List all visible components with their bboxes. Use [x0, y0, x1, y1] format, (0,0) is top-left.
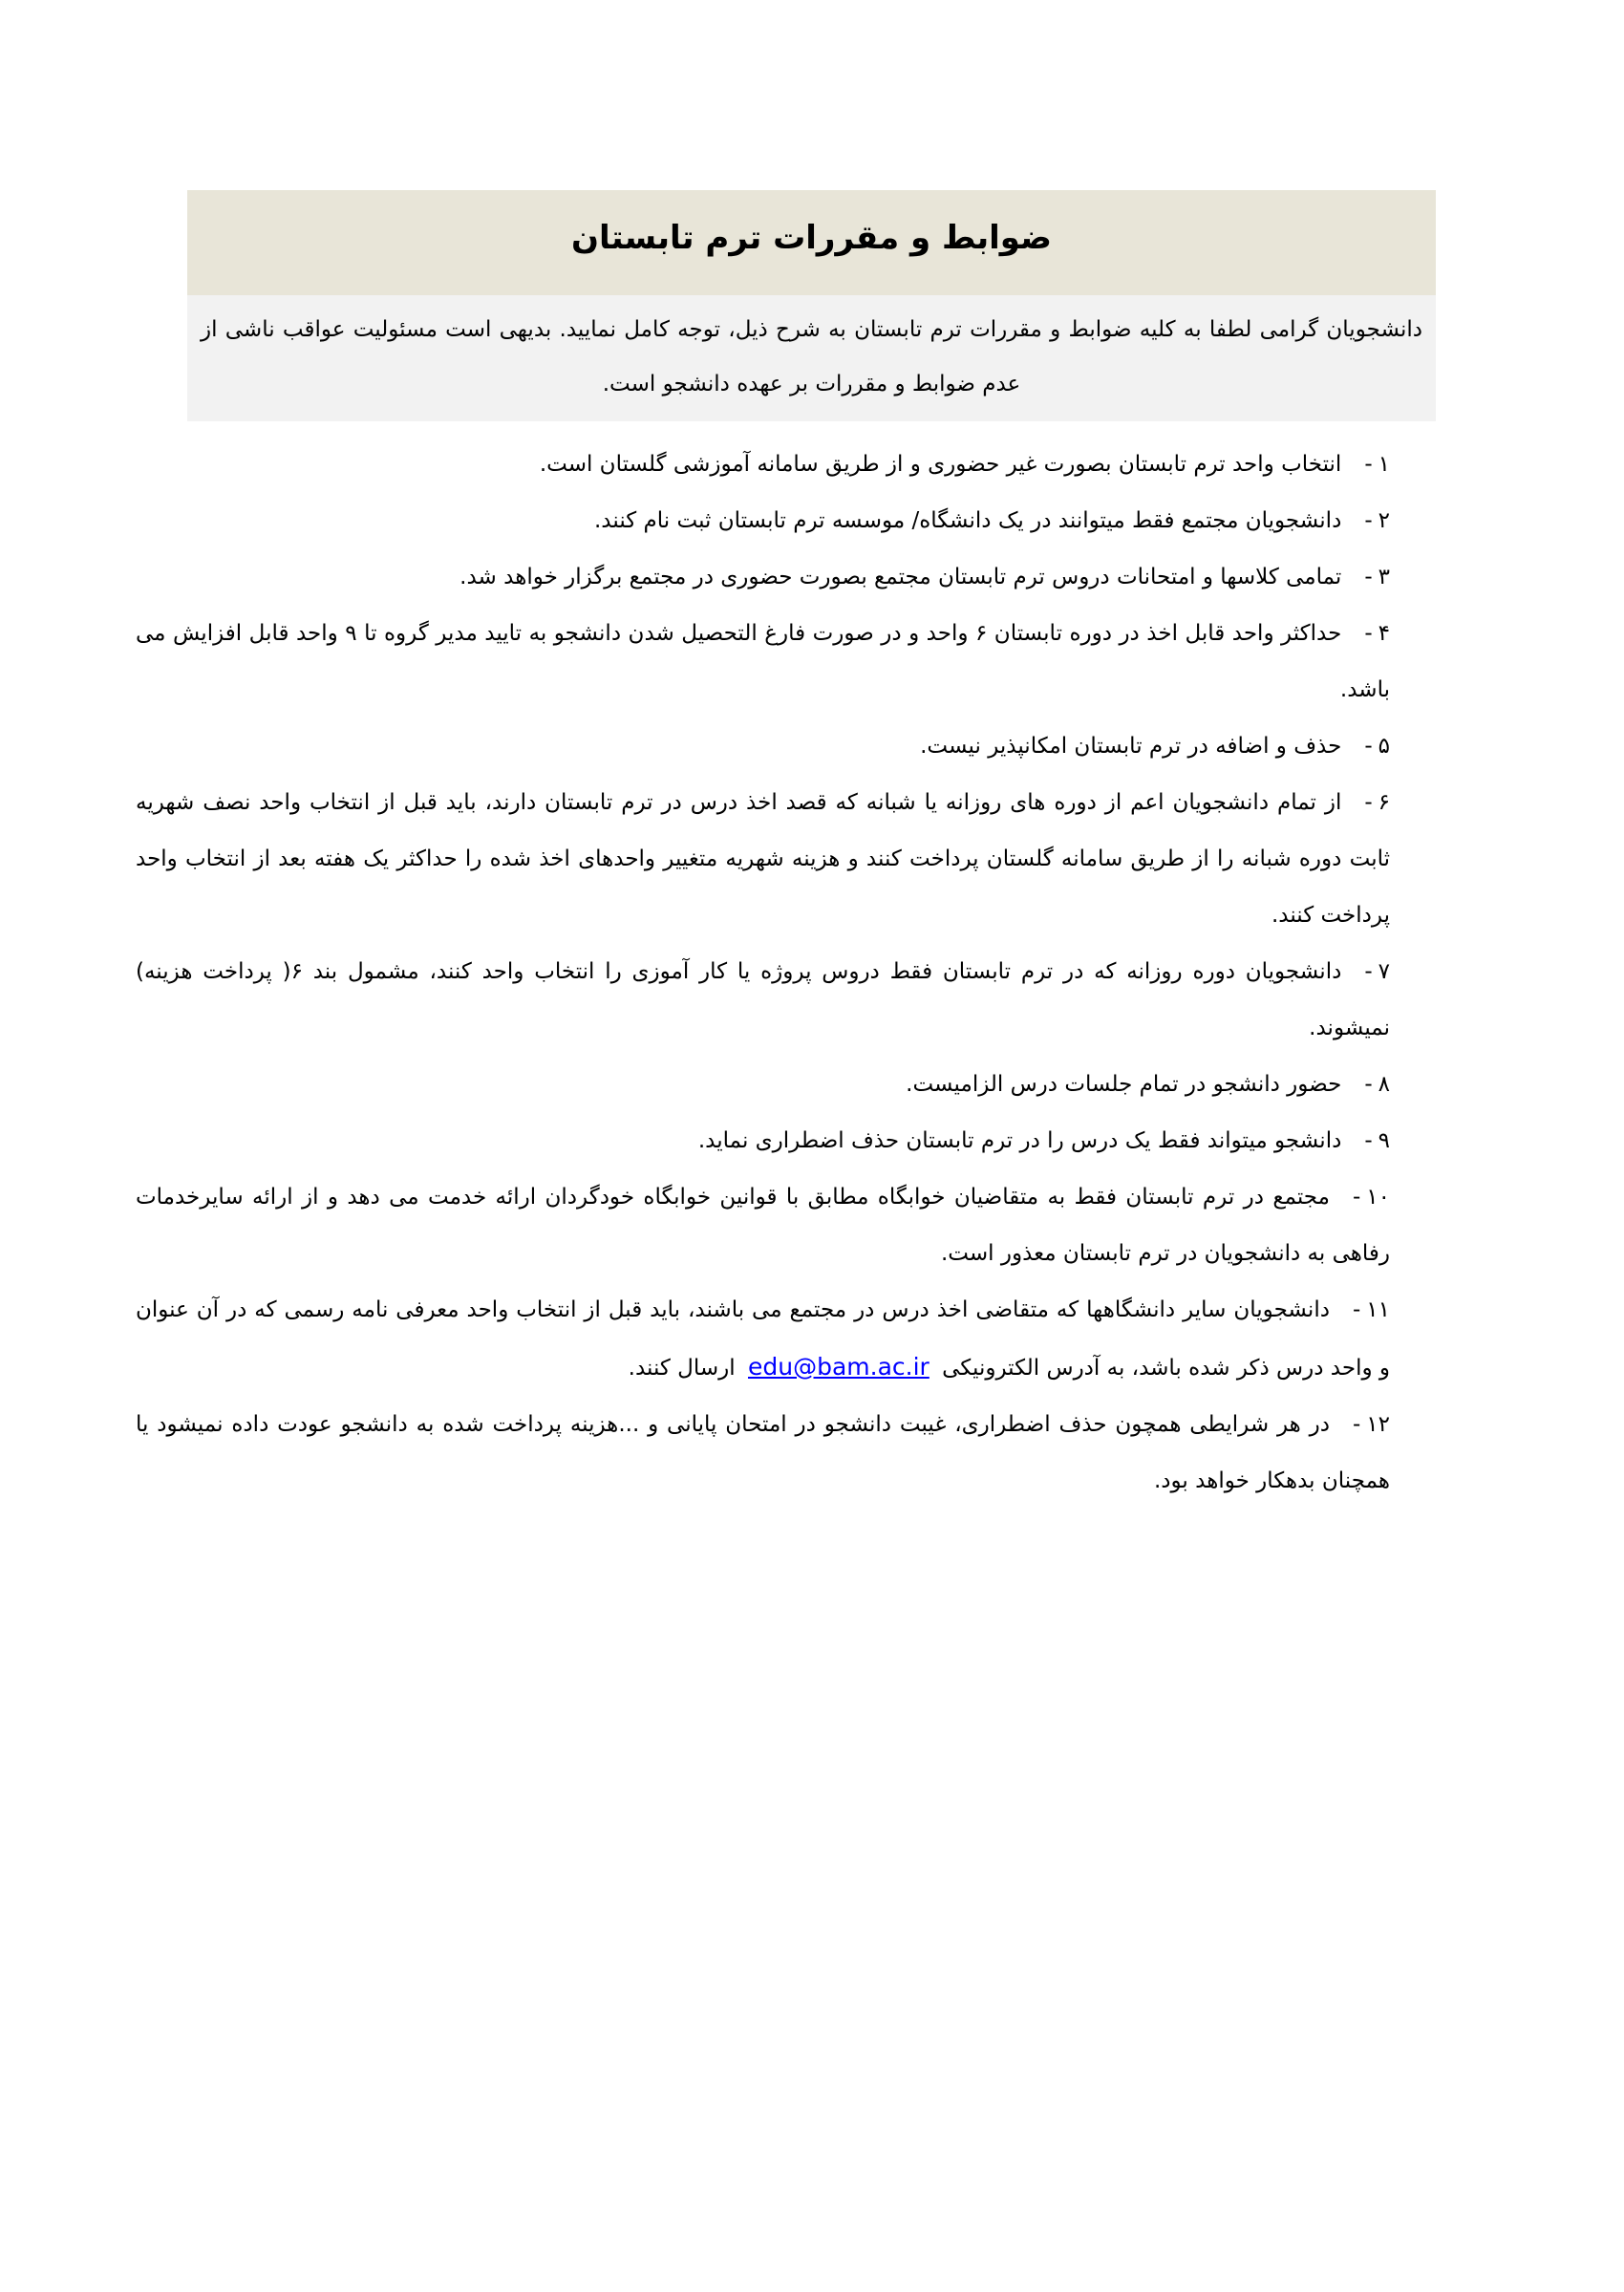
rule-number: ۱۲-	[1352, 1412, 1390, 1437]
rule-item	[136, 1057, 1390, 1113]
rule-text: دانشجویان مجتمع فقط میتوانند در یک دانشگاه/ موسسه ترم تابستان ثبت نام کنند.	[594, 508, 1342, 533]
page-title: ضوابط و مقررات ترم تابستان	[571, 219, 1052, 257]
rule-item	[136, 606, 1390, 718]
rule-text: حذف و اضافه در ترم تابستان امکانپذیر نیست.	[920, 734, 1342, 759]
rule-item	[136, 1397, 1390, 1510]
rule-number: ۸-	[1364, 1072, 1390, 1097]
rule-number: ۴-	[1364, 621, 1390, 646]
rule-item	[136, 718, 1390, 775]
email-link[interactable]: edu@bam.ac.ir	[747, 1353, 930, 1381]
rule-text: در هر شرایطی همچون حذف اضطراری، غیبت دانشجو در امتحان پایانی و ...هزینه پرداخت شده به دانشجو عودت داده نمیشود یا همچنان بدهکار خواهد بود.	[136, 1412, 1390, 1493]
rule-number: ۹-	[1364, 1128, 1390, 1153]
rule-number: ۳-	[1364, 565, 1390, 589]
rule-number: ۷-	[1364, 959, 1390, 984]
document-page	[0, 190, 1624, 2292]
rule-text: دانشجویان دوره روزانه که در ترم تابستان فقط دروس پروژه یا کار آموزی را انتخاب واحد کنند، مشمول بند ۶( پرداخت هزینه) نمیشوند.	[136, 959, 1390, 1040]
rules-list	[136, 437, 1390, 1510]
rule-item	[136, 549, 1390, 606]
rule-text: حداکثر واحد قابل اخذ در دوره تابستان ۶ واحد و در صورت فارغ التحصیل شدن دانشجو به تایید مدیر گروه تا ۹ واحد قابل افزایش می باشد.	[136, 621, 1390, 702]
rule-item	[136, 1282, 1390, 1397]
rule-number: ۱۰-	[1352, 1185, 1390, 1210]
rule-number: ۱۱-	[1352, 1297, 1390, 1322]
rule-text: انتخاب واحد ترم تابستان بصورت غیر حضوری و از طریق سامانه آموزشی گلستان است.	[539, 452, 1342, 477]
rule-text: تمامی کلاسها و امتحانات دروس ترم تابستان مجتمع بصورت حضوری در مجتمع برگزار خواهد شد.	[459, 565, 1342, 589]
intro-paragraph: دانشجویان گرامی لطفا به کلیه ضوابط و مقررات ترم تابستان به شرح ذیل، توجه کامل نمایید. بدیهی است مسئولیت عواقب ناشی از عدم ضوابط و مقررات بر عهده دانشجو است.	[187, 295, 1436, 421]
rule-text: از تمام دانشجویان اعم از دوره های روزانه یا شبانه که قصد اخذ درس در ترم تابستان دارند، باید قبل از انتخاب واحد نصف شهریه ثابت دوره شبانه را از طریق سامانه گلستان پرداخت کنند و هزینه شهریه متغییر واحدهای اخذ شده را حداکثر یک هفته بعد از انتخاب واحد پرداخت کنند.	[136, 790, 1390, 928]
rule-text: مجتمع در ترم تابستان فقط به متقاضیان خوابگاه مطابق با قوانین خوابگاه خودگردان ارائه خدمت می دهد و از ارائه سایرخدمات رفاهی به دانشجویان در ترم تابستان معذور است.	[136, 1185, 1390, 1266]
rule-text: دانشجو میتواند فقط یک درس را در ترم تابستان حذف اضطراری نماید.	[697, 1128, 1342, 1153]
rule-item	[136, 944, 1390, 1057]
rule-number: ۶-	[1364, 790, 1390, 815]
rule-item	[136, 775, 1390, 944]
rule-number: ۱-	[1364, 452, 1390, 477]
rule-item	[136, 493, 1390, 549]
title-bar	[187, 190, 1436, 295]
rule-item	[136, 1113, 1390, 1169]
rule-text: دانشجویان سایر دانشگاهها که متقاضی اخذ درس در مجتمع می باشند، باید قبل از انتخاب واحد معرفی نامه رسمی که در آن عنوان و واحد درس ذکر شده باشد، به آدرس الکترونیکی edu@bam.ac.ir ارسال کنند.	[136, 1297, 1390, 1381]
rule-number: ۵-	[1364, 734, 1390, 759]
rule-item	[136, 1169, 1390, 1282]
rule-number: ۲-	[1364, 508, 1390, 533]
rule-text: حضور دانشجو در تمام جلسات درس الزامیست.	[906, 1072, 1342, 1097]
rule-item	[136, 437, 1390, 493]
